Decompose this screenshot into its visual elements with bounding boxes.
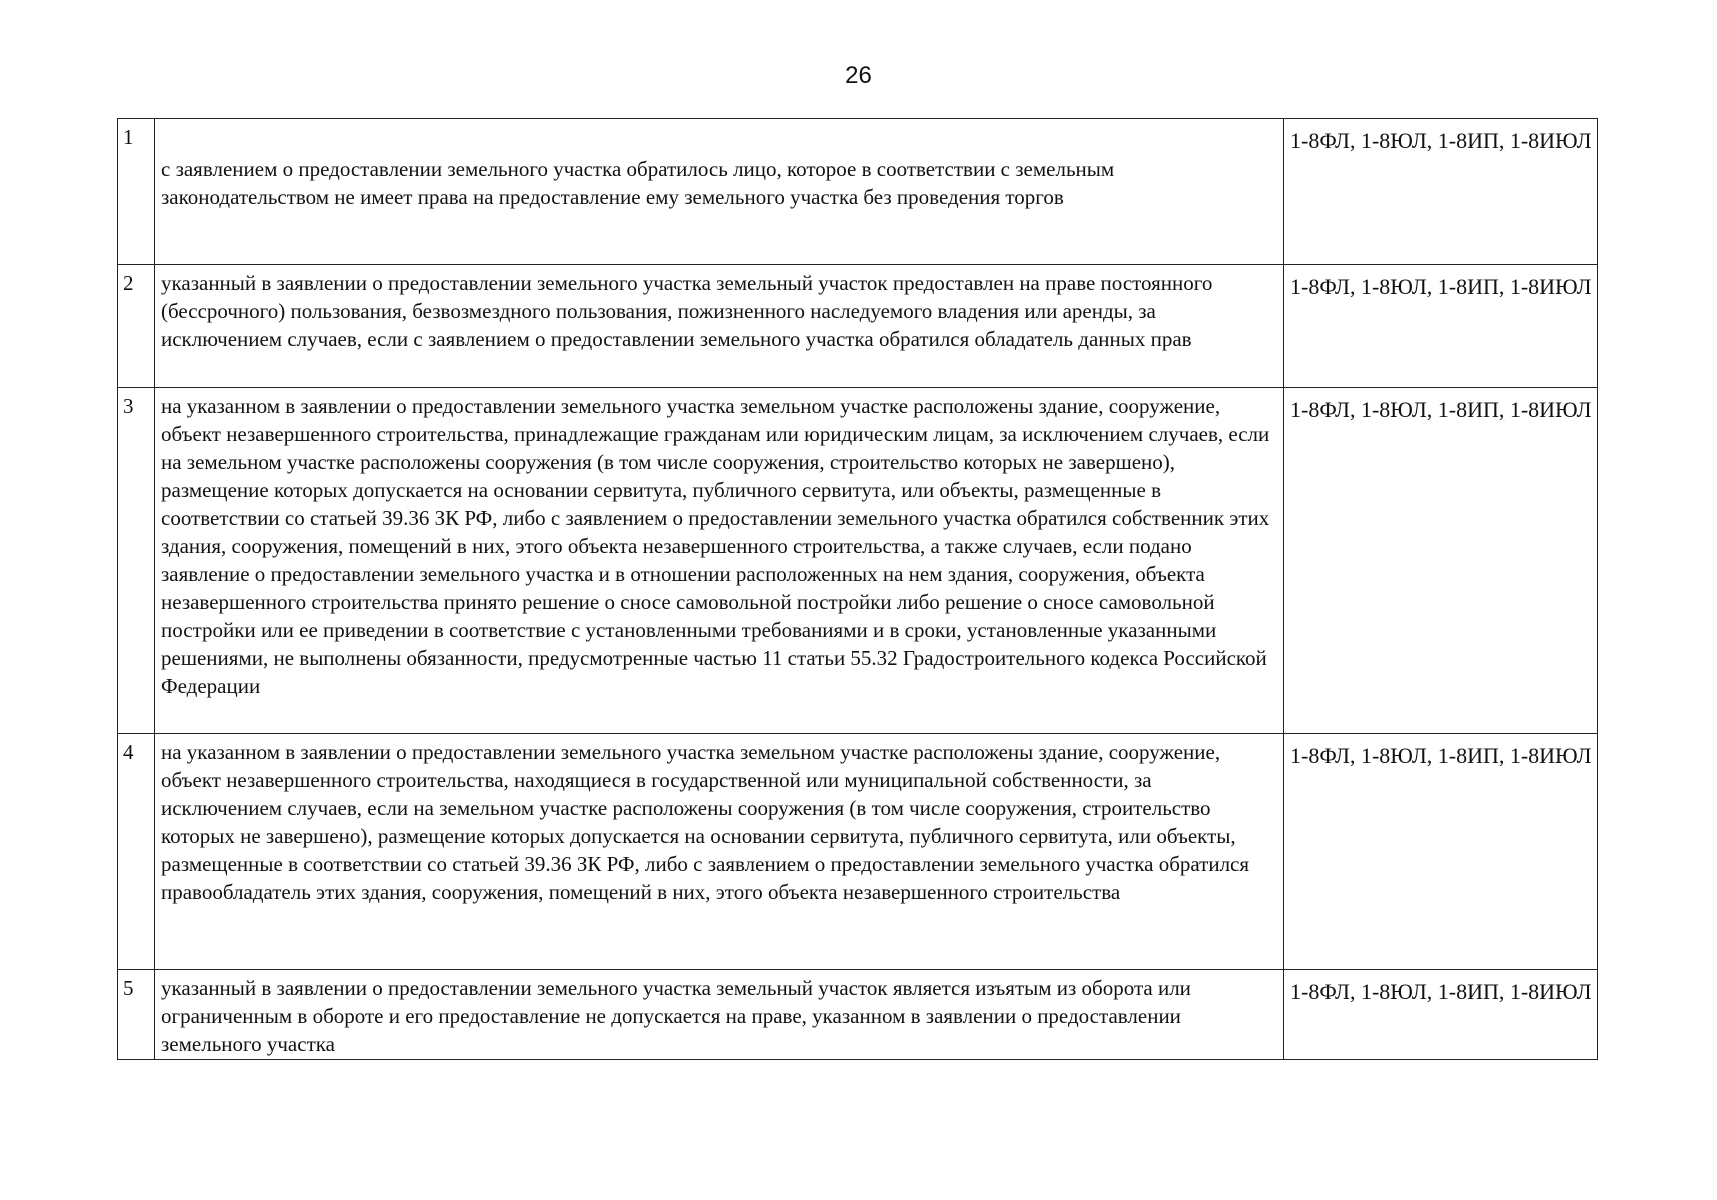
row-text: с заявлением о предоставлении земельного участка обратилось лицо, которое в соответствии с земельным законодательством не имеет права на предоставление ему земельного участка без проведения торгов xyxy=(155,119,1284,265)
page-number: 26 xyxy=(845,62,872,89)
row-number: 3 xyxy=(118,388,155,734)
table-row xyxy=(118,970,1598,1060)
row-codes: 1-8ФЛ, 1-8ЮЛ, 1-8ИП, 1-8ИЮЛ xyxy=(1284,119,1598,265)
table-row xyxy=(118,119,1598,265)
table-row xyxy=(118,265,1598,388)
row-number: 4 xyxy=(118,734,155,970)
grounds-table xyxy=(117,118,1598,1060)
row-text: указанный в заявлении о предоставлении земельного участка земельный участок предоставлен на праве постоянного (бессрочного) пользования, безвозмездного пользования, пожизненного наследуемого владения или аренды, за исключением случаев, если с заявлением о предоставлении земельного участка обратился обладатель данных прав xyxy=(155,265,1284,388)
row-text: на указанном в заявлении о предоставлении земельного участка земельном участке расположены здание, сооружение, объект незавершенного строительства, находящиеся в государственной или муниципальной собственности, за исключением случаев, если на земельном участке расположены сооружения (в том числе сооружения, строительство которых не завершено), размещение которых допускается на основании сервитута, публичного сервитута, или объекты, размещенные в соответствии со статьей 39.36 ЗК РФ, либо с заявлением о предоставлении земельного участка обратился правообладатель этих здания, сооружения, помещений в них, этого объекта незавершенного строительства xyxy=(155,734,1284,970)
row-text: на указанном в заявлении о предоставлении земельного участка земельном участке расположены здание, сооружение, объект незавершенного строительства, принадлежащие гражданам или юридическим лицам, за исключением случаев, если на земельном участке расположены сооружения (в том числе сооружения, строительство которых не завершено), размещение которых допускается на основании сервитута, публичного сервитута, или объекты, размещенные в соответствии со статьей 39.36 ЗК РФ, либо с заявлением о предоставлении земельного участка обратился собственник этих здания, сооружения, помещений в них, этого объекта незавершенного строительства, а также случаев, если подано заявление о предоставлении земельного участка и в отношении расположенных на нем здания, сооружения, объекта незавершенного строительства принято решение о сносе самовольной постройки либо решение о сносе самовольной постройки или ее приведении в соответствие с установленными требованиями и в сроки, установленные указанными решениями, не выполнены обязанности, предусмотренные частью 11 статьи 55.32 Градостроительного кодекса Российской Федерации xyxy=(155,388,1284,734)
table-row xyxy=(118,388,1598,734)
row-number: 1 xyxy=(118,119,155,265)
row-codes: 1-8ФЛ, 1-8ЮЛ, 1-8ИП, 1-8ИЮЛ xyxy=(1284,734,1598,970)
row-codes: 1-8ФЛ, 1-8ЮЛ, 1-8ИП, 1-8ИЮЛ xyxy=(1284,970,1598,1060)
row-codes: 1-8ФЛ, 1-8ЮЛ, 1-8ИП, 1-8ИЮЛ xyxy=(1284,388,1598,734)
row-codes: 1-8ФЛ, 1-8ЮЛ, 1-8ИП, 1-8ИЮЛ xyxy=(1284,265,1598,388)
table-row xyxy=(118,734,1598,970)
row-number: 2 xyxy=(118,265,155,388)
row-text: указанный в заявлении о предоставлении земельного участка земельный участок является изъятым из оборота или ограниченным в обороте и его предоставление не допускается на праве, указанном в заявлении о предоставлении земельного участка xyxy=(155,970,1284,1060)
row-number: 5 xyxy=(118,970,155,1060)
